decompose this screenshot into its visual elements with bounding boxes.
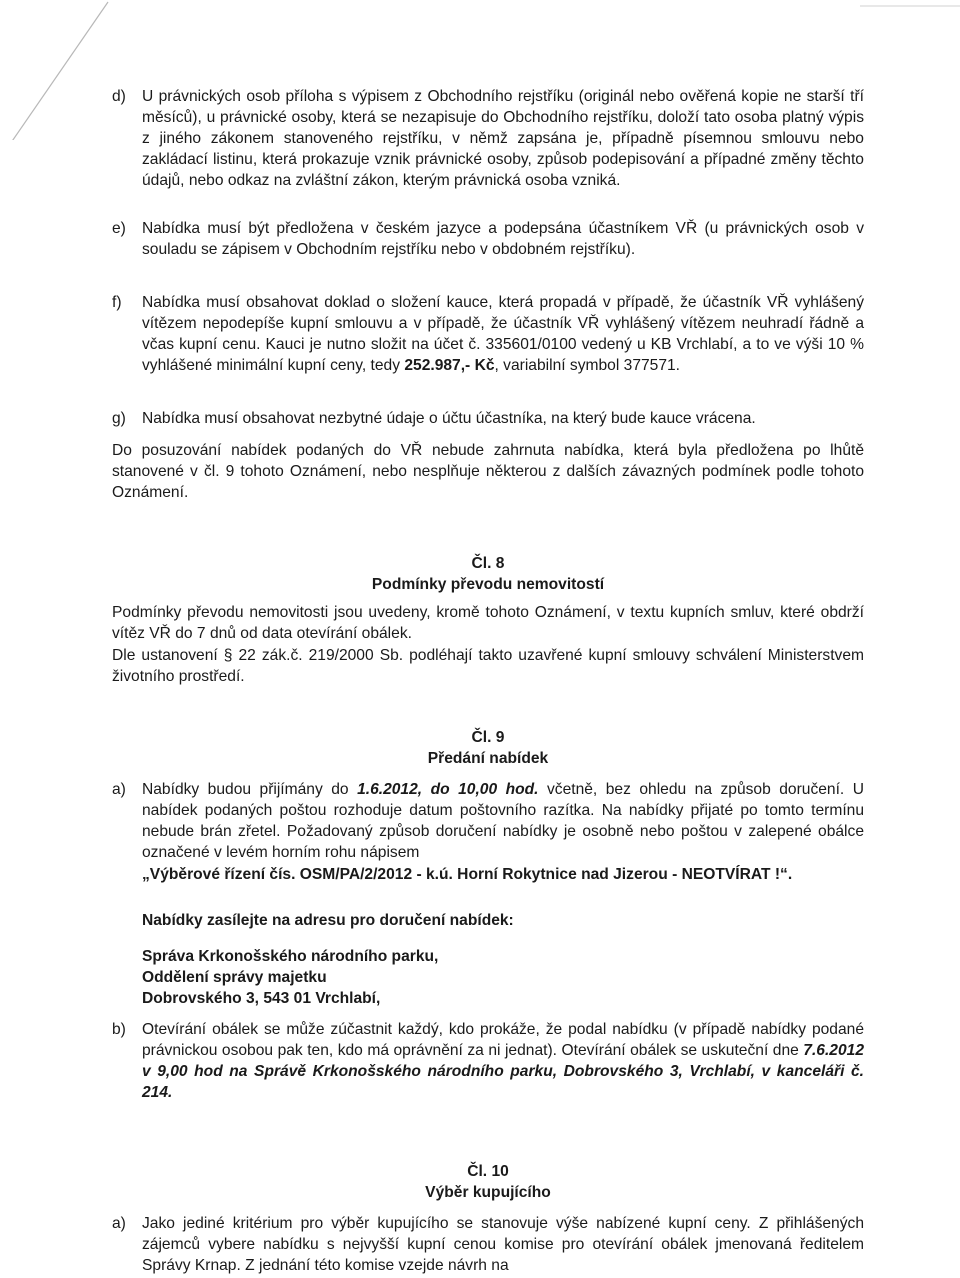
evaluation-note: Do posuzování nabídek podaných do VŘ nebude zahrnuta nabídka, která byla předložena po lhůtě stanovené v čl. 9 tohoto Oznámení, nebo nesplňuje některou z dalších závazných podmínek podle tohoto Oznámení.	[112, 442, 864, 501]
article-10-item-a	[112, 1213, 864, 1276]
list-label: d)	[112, 88, 126, 105]
address-line-2: Oddělení správy majetku	[142, 969, 327, 986]
list-item-d	[112, 86, 864, 191]
list-text: Nabídka musí obsahovat nezbytné údaje o účtu účastníka, na který bude kauce vrácena.	[142, 410, 756, 427]
article-8-number: Čl. 8	[471, 555, 505, 572]
list-label: g)	[112, 410, 126, 427]
list-text: Jako jediné kritérium pro výběr kupujícího se stanovuje výše nabízené kupní ceny. Z přihlášených zájemců vybere nabídku s nejvyšší kupní cenou komise pro otevírání obálek jmenovaná ředitelem Správy Krnap. Z jednání této komise vzejde návrh na	[142, 1215, 864, 1274]
article-9-number: Čl. 9	[471, 729, 505, 746]
list-text	[142, 779, 864, 863]
list-text	[142, 1019, 864, 1103]
article-10-number: Čl. 10	[467, 1163, 509, 1180]
offers-text-2: včetně, bez ohledu na způsob doručení. U nabídek podaných poštou rozhoduje datum poštovního razítka. Na nabídky přijaté po tomto termínu nebude brán zřetel. Požadovaný způsob doručení nabídky je osobně nebo poštou v zalepené obálce označené v levém horním rohu nápisem	[142, 781, 864, 861]
address-line-3: Dobrovského 3, 543 01 Vrchlabí,	[142, 990, 381, 1007]
offers-text-1: Nabídky budou přijímány do	[142, 781, 358, 798]
list-label: a)	[112, 1215, 126, 1232]
list-item-f	[112, 292, 864, 376]
article-10-title: Výběr kupujícího	[425, 1184, 551, 1201]
list-item-e	[112, 218, 864, 260]
list-text: Nabídka musí být předložena v českém jazyce a podepsána účastníkem VŘ (u právnických osob v souladu se zápisem v Obchodním rejstříku nebo v obdobném rejstříku).	[142, 220, 864, 258]
article-8-title: Podmínky převodu nemovitostí	[371, 576, 605, 593]
opening-text: Otevírání obálek se může zúčastnit každý, kdo prokáže, že podal nabídku (v případě nabídky podané právnickou osobou pak ten, kdo má oprávnění za ni jednat). Otevírání obálek se uskuteční dne	[142, 1021, 864, 1059]
article-9-item-a	[112, 779, 864, 863]
envelope-label: „Výběrové řízení čís. OSM/PA/2/2012 - k.ú. Horní Rokytnice nad Jizerou - NEOTVÍRAT !“.	[142, 866, 793, 883]
kauce-text: Nabídka musí obsahovat doklad o složení kauce, která propadá v případě, že účastník VŘ vyhlášený vítězem nepodepíše kupní smlouvu a v případě, že účastník VŘ vyhlášený vítězem neuhradí řádně a včas kupní cenu. Kauci je nutno složit na účet č. 335601/0100 vedený u KB Vrchlabí, a to ve výši 10 % vyhlášené minimální kupní ceny, tedy	[142, 294, 864, 374]
article-8-paragraph-1: Podmínky převodu nemovitosti jsou uvedeny, kromě tohoto Oznámení, v textu kupních smluv, které obdrží vítěz VŘ do 7 dnů od data otevírání obálek.	[112, 604, 864, 642]
article-8-paragraph-2: Dle ustanovení § 22 zák.č. 219/2000 Sb. podléhají takto uzavřené kupní smlouvy schválení Ministerstvem životního prostředí.	[112, 647, 864, 685]
offers-deadline: 1.6.2012, do 10,00 hod.	[357, 781, 539, 798]
list-label: f)	[112, 294, 122, 311]
send-to-heading: Nabídky zasílejte na adresu pro doručení nabídek:	[142, 912, 514, 929]
article-9-title: Předání nabídek	[427, 750, 549, 767]
list-text: U právnických osob příloha s výpisem z Obchodního rejstříku (originál nebo ověřená kopie ne starší tří měsíců), u právnické osoby, která se nezapisuje do Obchodního rejstříku, doloží tato osoba platný výpis z jiného zákonem stanoveného rejstříku, v němž zapsána je, případně písemnou smlouvu nebo zakládací listinu, která prokazuje vznik právnické osoby, způsob podepisování a případné změny těchto údajů, nebo odkaz na zvláštní zákon, kterým právnická osoba vzniká.	[142, 88, 864, 189]
address-line-1: Správa Krkonošského národního parku,	[142, 948, 439, 965]
kauce-symbol: , variabilní symbol 377571.	[494, 357, 681, 374]
list-item-g	[112, 408, 864, 429]
list-label: e)	[112, 220, 126, 237]
opening-when: 7.6.2012 v 9,00 hod na Správě Krkonošského národního parku, Dobrovského 3, Vrchlabí, v kanceláři č. 214.	[142, 1042, 864, 1101]
list-label: b)	[112, 1021, 126, 1038]
kauce-amount: 252.987,- Kč	[404, 357, 495, 374]
list-label: a)	[112, 781, 126, 798]
list-text	[142, 292, 864, 376]
article-9-item-b	[112, 1019, 864, 1103]
